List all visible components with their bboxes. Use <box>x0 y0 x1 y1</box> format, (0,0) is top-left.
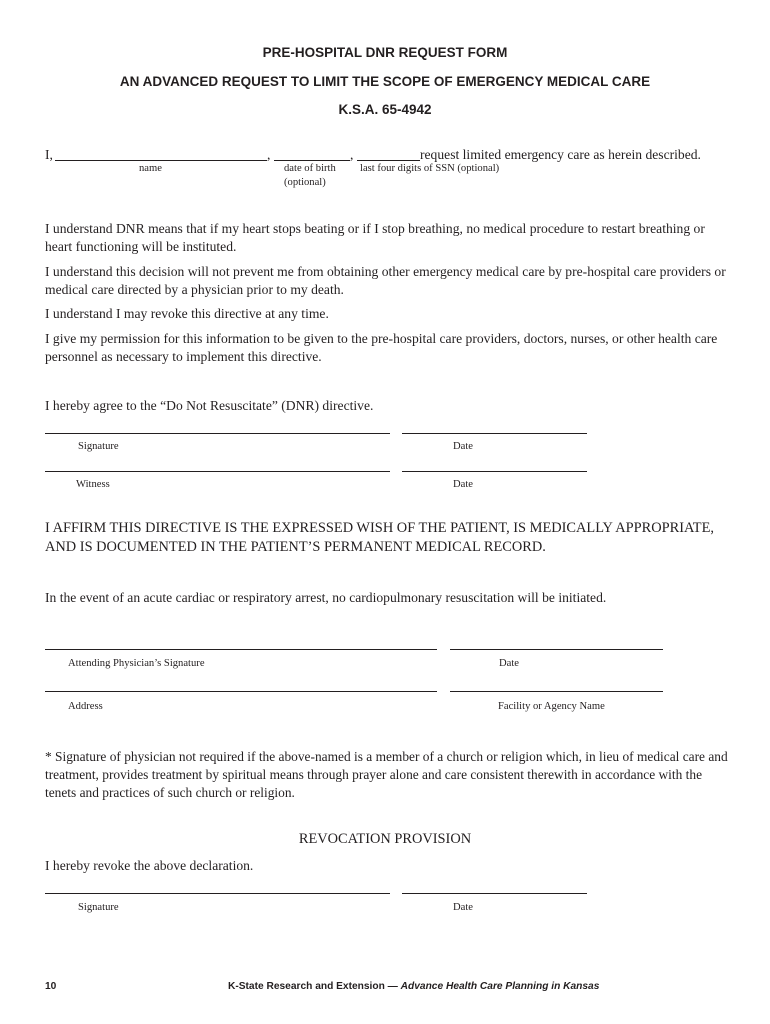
name-field[interactable] <box>55 160 267 161</box>
physician-signature-field[interactable] <box>45 649 437 650</box>
name-label: name <box>139 163 162 174</box>
revocation-signature-label: Signature <box>78 902 119 913</box>
form-subtitle: AN ADVANCED REQUEST TO LIMIT THE SCOPE OF EMERGENCY MEDICAL CARE <box>119 74 651 89</box>
page-number: 10 <box>45 981 57 992</box>
cpr-statement: In the event of an acute cardiac or respiratory arrest, no cardiopulmonary resuscitation will be initiated. <box>45 590 607 605</box>
revocation-heading: REVOCATION PROVISION <box>298 831 472 847</box>
revocation-date-field[interactable] <box>402 893 587 894</box>
intro-suffix: request limited emergency care as herein described. <box>420 147 701 162</box>
statute-reference: K.S.A. 65-4942 <box>338 102 432 117</box>
witness-date-field[interactable] <box>402 471 587 472</box>
physician-date-label: Date <box>499 658 519 669</box>
physician-date-field[interactable] <box>450 649 663 650</box>
date-label: Date <box>453 441 473 452</box>
revocation-text: I hereby revoke the above declaration. <box>45 858 254 873</box>
statement-permission: I give my permission for this information to be given to the pre-hospital care providers, doctors, nurses, or other health care personnel as necessary to implement this directive. <box>45 331 718 364</box>
patient-signature-field[interactable] <box>45 433 390 434</box>
date-of-birth-optional-label: (optional) <box>284 177 326 188</box>
witness-date-label: Date <box>453 479 473 490</box>
facility-name-label: Facility or Agency Name <box>498 701 605 712</box>
signature-label: Signature <box>78 441 119 452</box>
physician-footnote: * Signature of physician not required if the above-named is a member of a church or religion which, in lieu of medical care and treatment, provides treatment by spiritual means through prayer alone and care consistent therewith in accordance with the tenets and practices of such church or religion. <box>45 749 728 800</box>
address-label: Address <box>68 701 103 712</box>
address-field[interactable] <box>45 691 437 692</box>
footer-source: K-State Research and Extension — <box>228 981 401 992</box>
witness-label: Witness <box>76 479 110 490</box>
intro-prefix: I, <box>45 147 53 162</box>
footer-publication: Advance Health Care Planning in Kansas <box>400 981 600 992</box>
footer-citation <box>228 981 599 992</box>
intro-separator: , <box>350 147 354 162</box>
intro-separator: , <box>267 147 271 162</box>
ssn-field[interactable] <box>357 160 420 161</box>
agreement-text: I hereby agree to the “Do Not Resuscitate” (DNR) directive. <box>45 398 374 413</box>
patient-date-field[interactable] <box>402 433 587 434</box>
form-title: PRE-HOSPITAL DNR REQUEST FORM <box>262 45 508 60</box>
witness-signature-field[interactable] <box>45 471 390 472</box>
date-of-birth-label: date of birth <box>284 163 336 174</box>
statement-dnr-meaning: I understand DNR means that if my heart stops beating or if I stop breathing, no medical procedure to restart breathing or heart functioning will be instituted. <box>45 221 705 254</box>
statement-other-care: I understand this decision will not prevent me from obtaining other emergency medical care by pre-hospital care providers or medical care directed by a physician prior to my death. <box>45 264 726 297</box>
ssn-label: last four digits of SSN (optional) <box>360 163 500 174</box>
facility-name-field[interactable] <box>450 691 663 692</box>
revocation-date-label: Date <box>453 902 473 913</box>
date-of-birth-field[interactable] <box>274 160 350 161</box>
physician-affirmation: I AFFIRM THIS DIRECTIVE IS THE EXPRESSED WISH OF THE PATIENT, IS MEDICALLY APPROPRIATE, AND IS DOCUMENTED IN THE PATIENT’S PERMANENT MEDICAL RECORD. <box>45 520 714 555</box>
statement-revoke: I understand I may revoke this directive at any time. <box>45 306 329 321</box>
revocation-signature-field[interactable] <box>45 893 390 894</box>
physician-signature-label: Attending Physician’s Signature <box>68 658 205 669</box>
